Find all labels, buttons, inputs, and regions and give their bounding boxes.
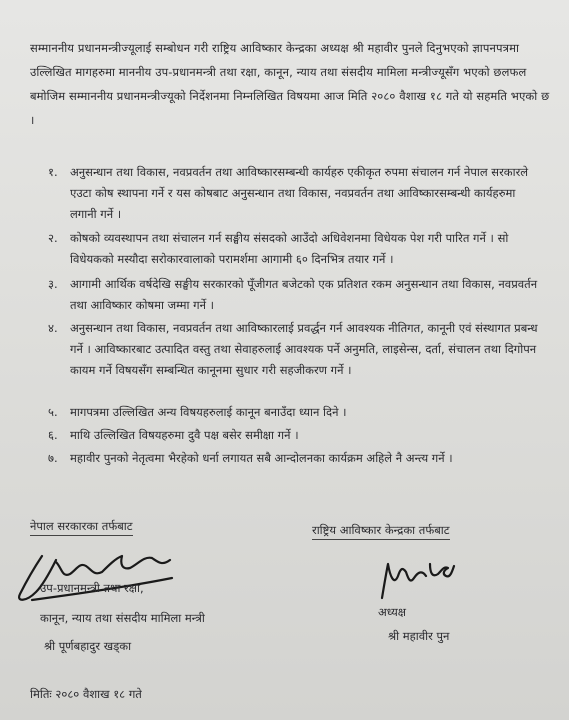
right-party-role: अध्यक्ष (378, 605, 407, 619)
agreement-date: मितिः २०८० वैशाख १८ गते (30, 687, 142, 701)
right-party-name: श्री महावीर पुन (388, 629, 450, 643)
item-text: अनुसन्धान तथा विकास, नवप्रवर्तन तथा आविष्कारसम्बन्धी कार्यहरु एकीकृत रुपमा संचालन गर्न नेपाल सरकारले एउटा कोष स्थापना गर्ने र यस कोषबाट अनुसन्धान तथा विकास, नवप्रवर्तन तथा आविष्कारसम्बन्धी कार्यहरुमा लगानी गर्ने । (70, 165, 529, 221)
item-text: महावीर पुनको नेतृत्वमा भैरहेको धर्ना लगायत सबै आन्दोलनका कार्यक्रम अहिले नै अन्त्य गर्ने । (70, 451, 453, 465)
left-signature (12, 548, 182, 608)
item-number: ३. (48, 277, 58, 291)
right-party-heading: राष्ट्रिय आविष्कार केन्द्रका तर्फबाट (312, 522, 450, 540)
item-number: ६. (48, 428, 58, 442)
left-party-heading: नेपाल सरकारका तर्फबाट (30, 518, 133, 536)
item-text: मागपत्रमा उल्लिखित अन्य विषयहरुलाई कानून बनाउँदा ध्यान दिने । (70, 405, 347, 419)
item-number: १. (48, 165, 58, 179)
item-text: माथि उल्लिखित विषयहरुमा दुवै पक्ष बसेर समीक्षा गर्ने । (70, 428, 299, 442)
item-number: ४. (48, 321, 58, 335)
item-text: अनुसन्धान तथा विकास, नवप्रवर्तन तथा आविष्कारलाई प्रवर्द्धन गर्न आवश्यक नीतिगत, कानूनी एवं संस्थागत प्रबन्ध गर्ने । आविष्कारबाट उत्पादित वस्तु तथा सेवाहरुलाई आवश्यक पर्ने अनुमति, लाइसेन्स, दर्ता, संचालन तथा दिगोपन कायम गर्ने विषयसँग सम्बन्धित कानूनमा सुधार गरी सहजीकरण गर्ने । (70, 321, 538, 377)
item-text: आगामी आर्थिक वर्षदेखि सङ्घीय सरकारको पूँजीगत बजेटको एक प्रतिशत रकम अनुसन्धान तथा विकास, नवप्रवर्तन तथा आविष्कार कोषमा जम्मा गर्ने । (70, 277, 538, 312)
right-signature (372, 558, 462, 603)
left-party-title-line2: कानून, न्याय तथा संसदीय मामिला मन्त्री (40, 611, 205, 625)
item-number: ५. (48, 405, 58, 419)
item-number: ७. (48, 451, 58, 465)
intro-paragraph: सम्माननीय प्रधानमन्त्रीज्यूलाई सम्बोधन गरी राष्ट्रिय आविष्कार केन्द्रका अध्यक्ष श्री महावीर पुनले दिनुभएको ज्ञापनपत्रमा उल्लिखित मागहरुमा माननीय उप-प्रधानमन्त्री तथा रक्षा, कानून, न्याय तथा संसदीय मामिला मन्त्रीज्यूसँग भएको छलफल बमोजिम सम्माननीय प्रधानमन्त्रीज्यूको निर्देशनमा निम्नलिखित विषयमा आज मिति २०८० वैशाख १८ गते यो सहमति भएको छ । (30, 41, 550, 127)
item-text: कोषको व्यवस्थापन तथा संचालन गर्न सङ्घीय संसदको आउँदो अधिवेशनमा विधेयक पेश गरी पारित गर्ने । सो विधेयकको मस्यौदा सरोकारवालाको परामर्शमा आगामी ६० दिनभित्र तयार गर्ने । (70, 231, 509, 266)
left-party-title-line1: उप-प्रधानमन्त्री तथा रक्षा, (40, 581, 144, 595)
item-number: २. (48, 231, 58, 245)
left-party-name: श्री पूर्णबहादुर खड्का (44, 639, 132, 653)
